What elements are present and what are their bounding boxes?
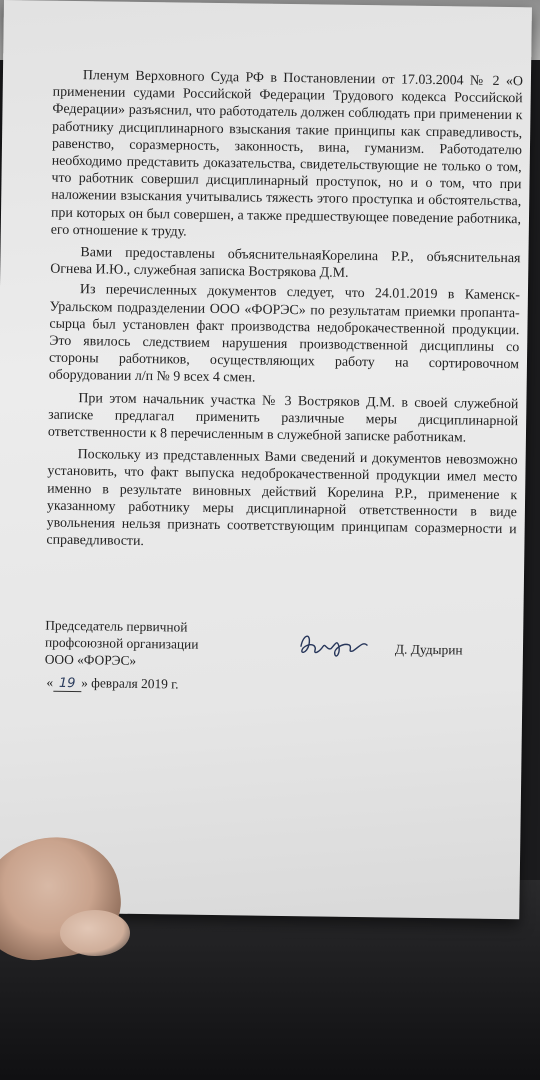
paragraph-section-head-memo: При этом начальник участка № 3 Востряков Д.М. в своей служебной записке предлагал применить различные меры дисциплинарной ответственности к 8 перечисленным в служебной записке работникам. <box>47 390 519 446</box>
paragraph-provided-documents: Вами предоставлены объяснительнаяКорелина Р.Р., объяснительная Огнева И.Ю., служебная записка Вострякова Д.М. <box>50 245 521 282</box>
position-line: профсоюзной организации <box>44 634 199 652</box>
date-close-quote: » <box>81 675 88 691</box>
position-line: ООО «ФОРЭС» <box>44 651 137 668</box>
document-date <box>46 675 178 694</box>
handwritten-signature <box>295 624 376 665</box>
signatory-position <box>45 617 206 670</box>
document-body <box>46 67 523 561</box>
paragraph-documents-conclusion: Из перечисленных документов следует, что 24.01.2019 в Каменск-Уральском подразделении ООО «ФОРЭС» по результатам приемки пропанта-сырца был установлен факт производства недоброкачественной продукции. Это явилось следствием нарушения производственной дисциплины со стороны работников, осуществляющих работу на сортировочном оборудовании л/п № 9 всех 4 смен. <box>48 282 521 386</box>
position-line: Председатель первичной <box>45 617 188 635</box>
paragraph-final-conclusion: Поскольку из представленных Вами сведений и документов невозможно установить, что факт выпуска недоброкачественной продукции имел место именно в результате виновных действий Корелина Р.Р., применение к указанному работнику меры дисциплинарной ответственности в виде увольнения нельзя признать соответствующим принципам соразмерности и справедливости. <box>46 447 518 550</box>
date-month-year: февраля 2019 г. <box>91 675 179 692</box>
date-day: 19 <box>53 676 81 692</box>
signer-name: Д. Дудырин <box>394 641 463 658</box>
finger-tip <box>60 910 130 956</box>
date-open-quote: « <box>46 674 54 690</box>
paragraph-plenum: Пленум Верховного Суда РФ в Постановлении от 17.03.2004 № 2 «О применении судами Российской Федерации Трудового кодекса Российской Федерации» разъяснил, что работодатель должен соблюдать при применении к работнику дисциплинарного взыскания такие принципы как справедливость, равенство, соразмерность, законность, вина, гуманизм. Работодателю необходимо представить доказательства, свидетельствующие не только о том, что работник совершил дисциплинарный проступок, но и о том, что при наложении взыскания учитывались тяжесть этого проступка и обстоятельства, при которых он был совершен, а также предшествующее поведение работника, его отношение к труду. <box>50 68 524 240</box>
